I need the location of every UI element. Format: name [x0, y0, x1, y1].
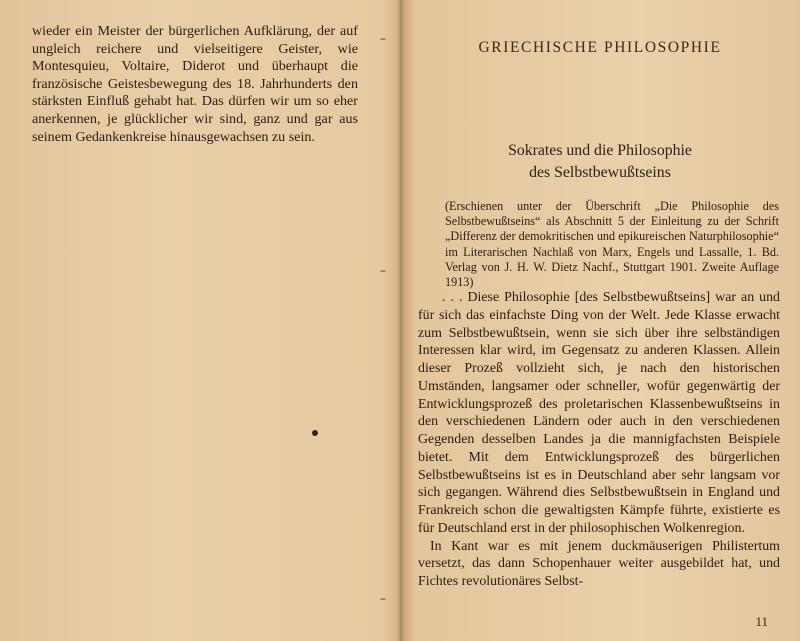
chapter-title-line-1: Sokrates und die Philosophie — [508, 142, 692, 159]
body-paragraph-2: In Kant war es mit jenem duckmäuserigen Philistertum versetzt, das dann Schopenhauer weiter ausgebildet hat, und Fichtes revolutionäres Selbst- — [418, 538, 780, 589]
page-number: 11 — [755, 614, 768, 629]
body-paragraph-1: . . . Diese Philosophie [des Selbstbewußtseins] war an und für sich das einfachste Ding von der Welt. Jede Klasse erwacht zum Selbstbewußtsein, wenn sie sich über ihre selbständigen Interessen klar wird, im Gegensatz zu anderen Klassen. Allein dieser Prozeß vollzieht sich, je nach den historischen Umständen, langsamer oder schneller, wofür gegenwärtig der Entwicklungsprozeß des proletarischen Klassenbewußtseins in den verschiedenen Ländern oder auch in den verschiedenen Gegenden desselben Landes ja die mannigfachsten Beispiele bietet. Mit dem Entwicklungsprozeß des bürgerlichen Selbstbewußtseins ist es in Deutschland aber sehr langsam vor sich gegangen. Während dies Selbstbewußtsein in England und Frankreich schon die gewaltigsten Kämpfe führte, existierte es für Deutschland erst in der philosophischen Wolkenregion. — [418, 290, 780, 536]
left-page — [0, 0, 398, 641]
chapter-title-line-2: des Selbstbewußtseins — [529, 164, 671, 181]
left-paragraph: wieder ein Meister der bürgerlichen Aufklärung, der auf ungleich reichere und vielseitigere Geister, wie Montesquieu, Voltaire, Diderot und überhaupt die französische Geistesbewegung des 18. Jahrhunderts den stärksten Einfluß gehabt hat. Das dürfen wir um so eher anerkennen, je glücklicher wir sind, ganz und gar aus seinem Gedankenkreise hinausgewachsen zu sein. — [32, 23, 358, 145]
page-mark — [380, 598, 386, 600]
chapter-title — [424, 140, 776, 184]
running-head: GRIECHISCHE PHILOSOPHIE — [478, 39, 722, 56]
left-page-text — [32, 23, 358, 146]
body-text — [418, 289, 780, 591]
right-page — [404, 0, 800, 641]
publication-note: (Erschienen unter der Überschrift „Die Philosophie des Selbstbewußtseins“ als Abschnitt 5 der Einleitung zu der Schrift „Differenz der demokritischen und epikureischen Naturphilosophie“ im Literarischen Nachlaß von Marx, Engels und Lassalle, 1. Bd. Verlag von J. H. W. Dietz Nachf., Stuttgart 1901. Zweite Auflage 1913) — [445, 199, 779, 290]
page-mark — [380, 38, 386, 40]
page-mark — [380, 270, 386, 272]
ink-spot — [312, 430, 318, 436]
